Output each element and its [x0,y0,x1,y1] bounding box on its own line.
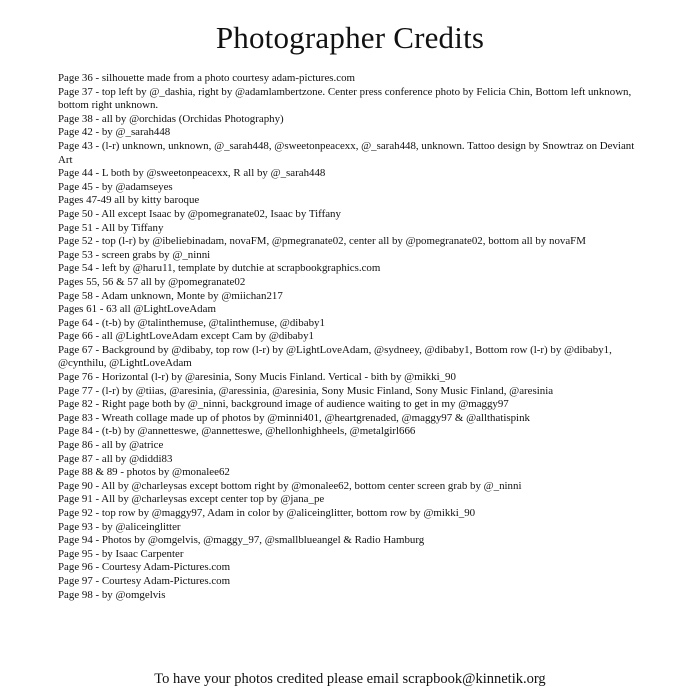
credit-entry: Page 76 - Horizontal (l-r) by @aresinia, Sony Mucis Finland. Vertical - bith by @mikki_90 [58,371,456,384]
credit-entry: Page 53 - screen grabs by @_ninni [58,248,211,261]
credit-entry: Page 91 - All by @charleysas except center top by @jana_pe [58,493,325,506]
credit-entry: Page 51 - All by Tiffany [58,221,164,234]
credit-entry: Page 86 - all by @atrice [58,439,164,452]
credit-entry: Pages 47-49 all by kitty baroque [58,194,200,207]
credit-entry: Page 52 - top (l-r) by @ibeliebinadam, novaFM, @pmegranate02, center all by @pomegranate02, bottom all by novaFM [58,235,586,248]
credit-entry: Page 77 - (l-r) by @tiias, @aresinia, @aressinia, @aresinia, Sony Music Finland, Sony Music Finland, @aresinia [58,384,554,397]
credit-entry: Page 44 - L both by @sweetonpeacexx, R all by @_sarah448 [58,167,326,180]
credit-entry: Pages 61 - 63 all @LightLoveAdam [58,303,216,316]
credit-entry: Page 94 - Photos by @omgelvis, @maggy_97, @smallblueangel & Radio Hamburg [58,534,425,547]
credit-entry: Page 95 - by Isaac Carpenter [58,547,184,560]
credit-entry: Page 58 - Adam unknown, Monte by @miichan217 [58,289,283,302]
credit-entry: Page 93 - by @aliceinglitter [58,520,181,533]
credit-entry: Page 92 - top row by @maggy97, Adam in color by @aliceinglitter, bottom row by @mikki_90 [58,507,476,519]
page-title: Photographer Credits [215,20,485,55]
credit-entry: Page 83 - Wreath collage made up of photos by @minni401, @heartgrenaded, @maggy97 & @allthatispink [58,411,530,424]
credit-entry: Page 50 - All except Isaac by @pomegranate02, Isaac by Tiffany [58,207,341,220]
credit-entry: Page 42 - by @_sarah448 [58,126,171,139]
credit-entry: Page 67 - Background by @dibaby, top row (l-r) by @LightLoveAdam, @sydneey, @dibaby1, Bottom row (l-r) by @dibaby1, @cynthilu, @LightLoveAdam [58,343,612,370]
credit-entry: Page 82 - Right page both by @_ninni, background image of audience waiting to get in my @maggy97 [58,398,509,411]
credit-entry: Page 88 & 89 - photos by @monalee62 [58,466,230,479]
footer-contact-note: To have your photos credited please email scrapbook@kinnetik.org [154,671,546,687]
credit-entry: Page 43 - (l-r) unknown, unknown, @_sarah448, @sweetonpeacexx, @_sarah448, unknown. Tattoo design by Snowtraz on Deviant Art [58,139,635,166]
credit-entry: Page 36 - silhouette made from a photo courtesy adam-pictures.com [58,72,355,84]
credit-entry: Page 90 - All by @charleysas except bottom right by @monalee62, bottom center screen grab by @_ninni [58,479,522,492]
credit-entry: Page 54 - left by @haru11, template by dutchie at scrapbookgraphics.com [58,262,381,275]
credit-entry: Page 66 - all @LightLoveAdam except Cam by @dibaby1 [58,330,314,343]
credit-entry: Page 96 - Courtesy Adam-Pictures.com [58,561,231,574]
credit-entry: Page 98 - by @omgelvis [58,588,166,601]
credit-entry: Page 64 - (t-b) by @talinthemuse, @talinthemuse, @dibaby1 [58,316,325,329]
credit-entry: Page 38 - all by @orchidas (Orchidas Photography) [58,112,284,125]
credit-entry: Page 97 - Courtesy Adam-Pictures.com [58,574,231,587]
credit-entry: Page 45 - by @adamseyes [58,180,173,193]
credit-entry: Pages 55, 56 & 57 all by @pomegranate02 [58,275,246,288]
credit-entry: Page 37 - top left by @_dashia, right by @adamlambertzone. Center press conference photo by Felicia Chin, Bottom left unknown, bottom right unknown. [58,85,632,112]
credits-list [58,72,643,602]
credit-entry: Page 87 - all by @diddi83 [58,452,173,465]
credit-entry: Page 84 - (t-b) by @annetteswe, @annetteswe, @hellonhighheels, @metalgirl666 [58,425,416,438]
